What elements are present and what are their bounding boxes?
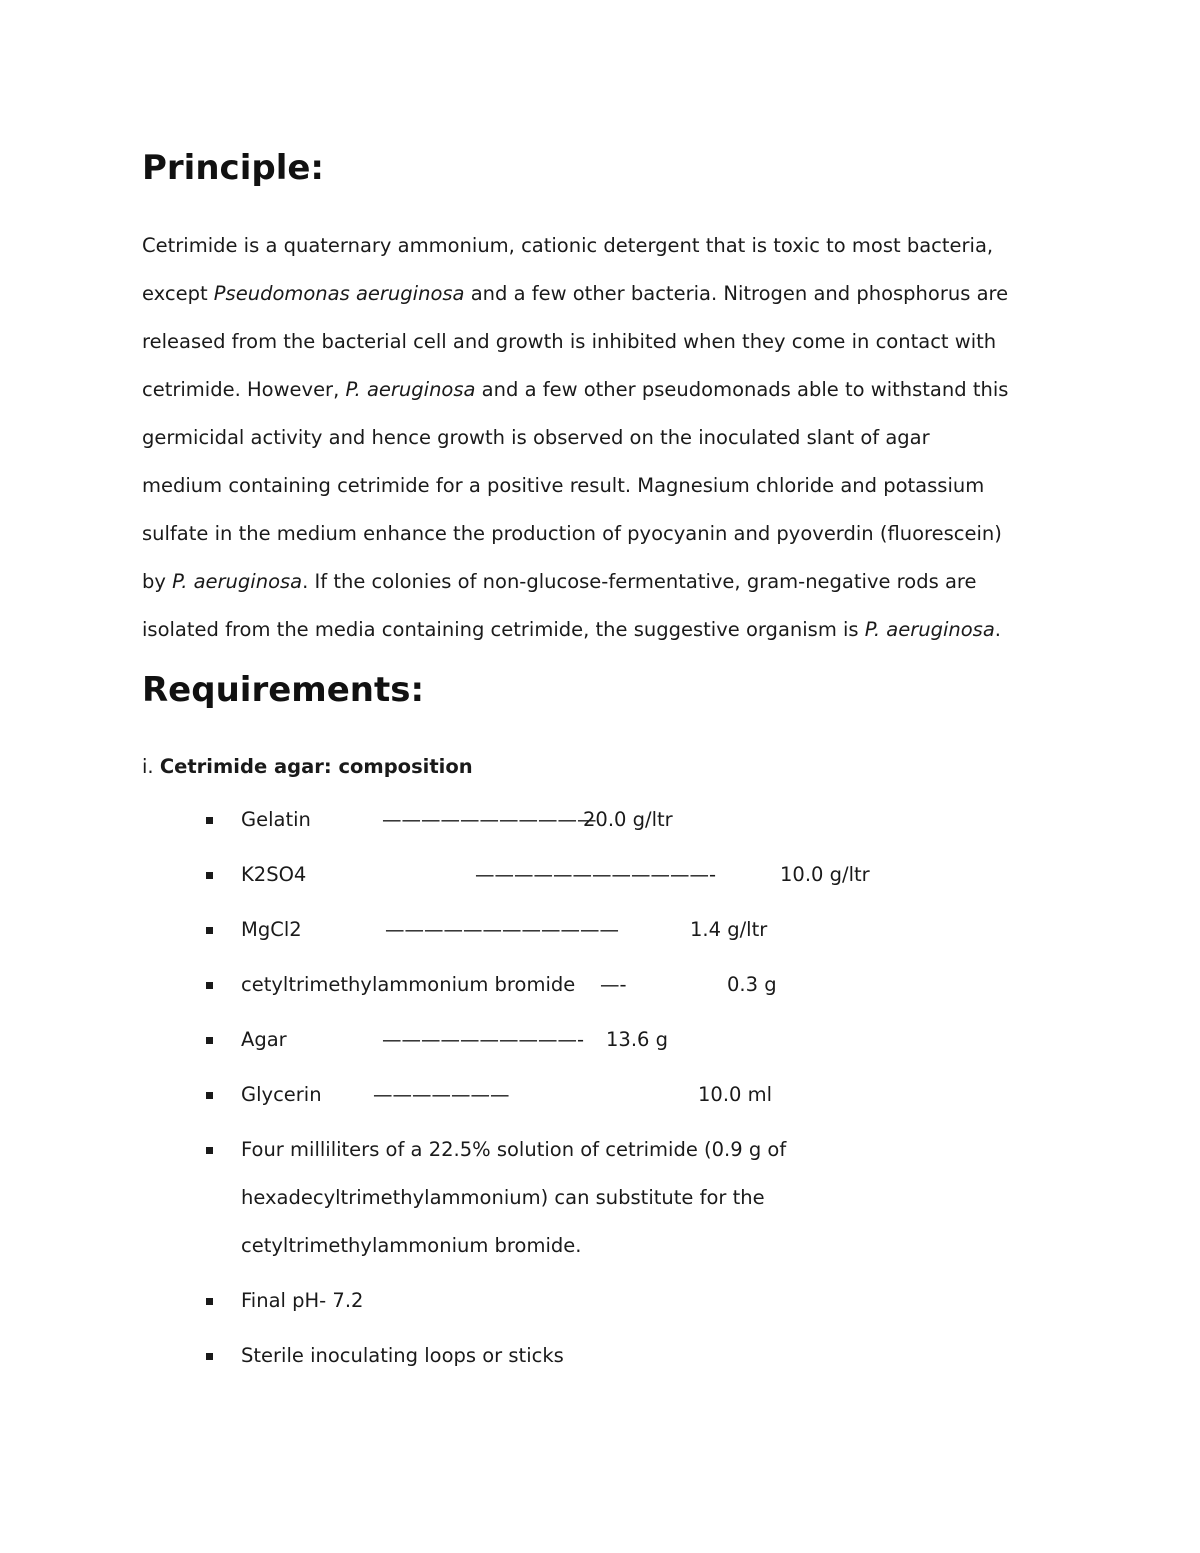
ingredient-name: Glycerin xyxy=(241,1083,322,1106)
ingredient-dash: ———————————— xyxy=(385,918,619,941)
ingredient-name: Gelatin xyxy=(241,808,311,831)
paragraph-line: isolated from the media containing cetrimide, the suggestive organism is P. aeruginosa. xyxy=(142,618,1001,641)
species-name: Pseudomonas aeruginosa xyxy=(213,282,465,305)
list-item-substitute-note xyxy=(0,1136,1200,1266)
paragraph-line: cetrimide. However, P. aeruginosa and a few other pseudomonads able to withstand this xyxy=(142,378,1009,401)
ingredient-value: 10.0 ml xyxy=(698,1083,773,1106)
ingredient-dash: —- xyxy=(600,973,627,996)
list-item-agar xyxy=(0,1026,1200,1054)
species-name: P. aeruginosa xyxy=(345,378,476,401)
ingredient-name: cetyltrimethylammonium bromide xyxy=(241,973,576,996)
paragraph-line: germicidal activity and hence growth is observed on the inoculated slant of agar xyxy=(142,426,930,449)
principle-heading: Principle: xyxy=(142,148,325,188)
species-name: P. aeruginosa xyxy=(864,618,995,641)
ingredient-dash: ——————————- xyxy=(382,1028,585,1051)
bullet-icon xyxy=(206,1298,213,1305)
note-line: cetyltrimethylammonium bromide. xyxy=(241,1234,582,1257)
bullet-icon xyxy=(206,1092,213,1099)
ingredient-dash: ————————————- xyxy=(475,863,717,886)
ingredient-value: 20.0 g/ltr xyxy=(583,808,673,831)
ingredient-value: 10.0 g/ltr xyxy=(780,863,870,886)
ingredient-name: K2SO4 xyxy=(241,863,307,886)
paragraph-line: sulfate in the medium enhance the production of pyocyanin and pyoverdin (fluorescein) xyxy=(142,522,1002,545)
list-item-mgcl2 xyxy=(0,916,1200,944)
final-ph-text: Final pH- 7.2 xyxy=(241,1289,364,1312)
subheading-title: Cetrimide agar: composition xyxy=(159,755,473,778)
composition-subheading xyxy=(142,753,473,781)
list-item-cetyltrimethylammonium xyxy=(0,971,1200,999)
requirements-heading: Requirements: xyxy=(142,670,425,710)
principle-paragraph xyxy=(142,222,1082,654)
paragraph-line: medium containing cetrimide for a positive result. Magnesium chloride and potassium xyxy=(142,474,985,497)
note-text xyxy=(241,1126,786,1270)
list-item-loops xyxy=(0,1342,1200,1370)
ingredient-dash: ——————— xyxy=(373,1083,510,1106)
paragraph-line: by P. aeruginosa. If the colonies of non-glucose-fermentative, gram-negative rods are xyxy=(142,570,977,593)
ingredient-name: Agar xyxy=(241,1028,287,1051)
bullet-icon xyxy=(206,872,213,879)
bullet-icon xyxy=(206,982,213,989)
list-item-gelatin xyxy=(0,806,1200,834)
paragraph-line: released from the bacterial cell and growth is inhibited when they come in contact with xyxy=(142,330,997,353)
bullet-icon xyxy=(206,817,213,824)
ingredient-value: 1.4 g/ltr xyxy=(690,918,768,941)
ingredient-value: 13.6 g xyxy=(606,1028,668,1051)
subheading-prefix: i. xyxy=(142,755,160,778)
bullet-icon xyxy=(206,927,213,934)
list-item-final-ph xyxy=(0,1287,1200,1315)
bullet-icon xyxy=(206,1353,213,1360)
ingredient-value: 0.3 g xyxy=(727,973,777,996)
ingredient-name: MgCl2 xyxy=(241,918,302,941)
bullet-icon xyxy=(206,1037,213,1044)
note-line: hexadecyltrimethylammonium) can substitute for the xyxy=(241,1186,765,1209)
bullet-icon xyxy=(206,1147,213,1154)
list-item-k2so4 xyxy=(0,861,1200,889)
ingredient-dash: ——————————— xyxy=(382,808,597,831)
species-name: P. aeruginosa xyxy=(172,570,303,593)
loops-text: Sterile inoculating loops or sticks xyxy=(241,1344,564,1367)
paragraph-line: except Pseudomonas aeruginosa and a few other bacteria. Nitrogen and phosphorus are xyxy=(142,282,1009,305)
list-item-glycerin xyxy=(0,1081,1200,1109)
paragraph-line: Cetrimide is a quaternary ammonium, cationic detergent that is toxic to most bacteria, xyxy=(142,234,994,257)
note-line: Four milliliters of a 22.5% solution of cetrimide (0.9 g of xyxy=(241,1138,787,1161)
